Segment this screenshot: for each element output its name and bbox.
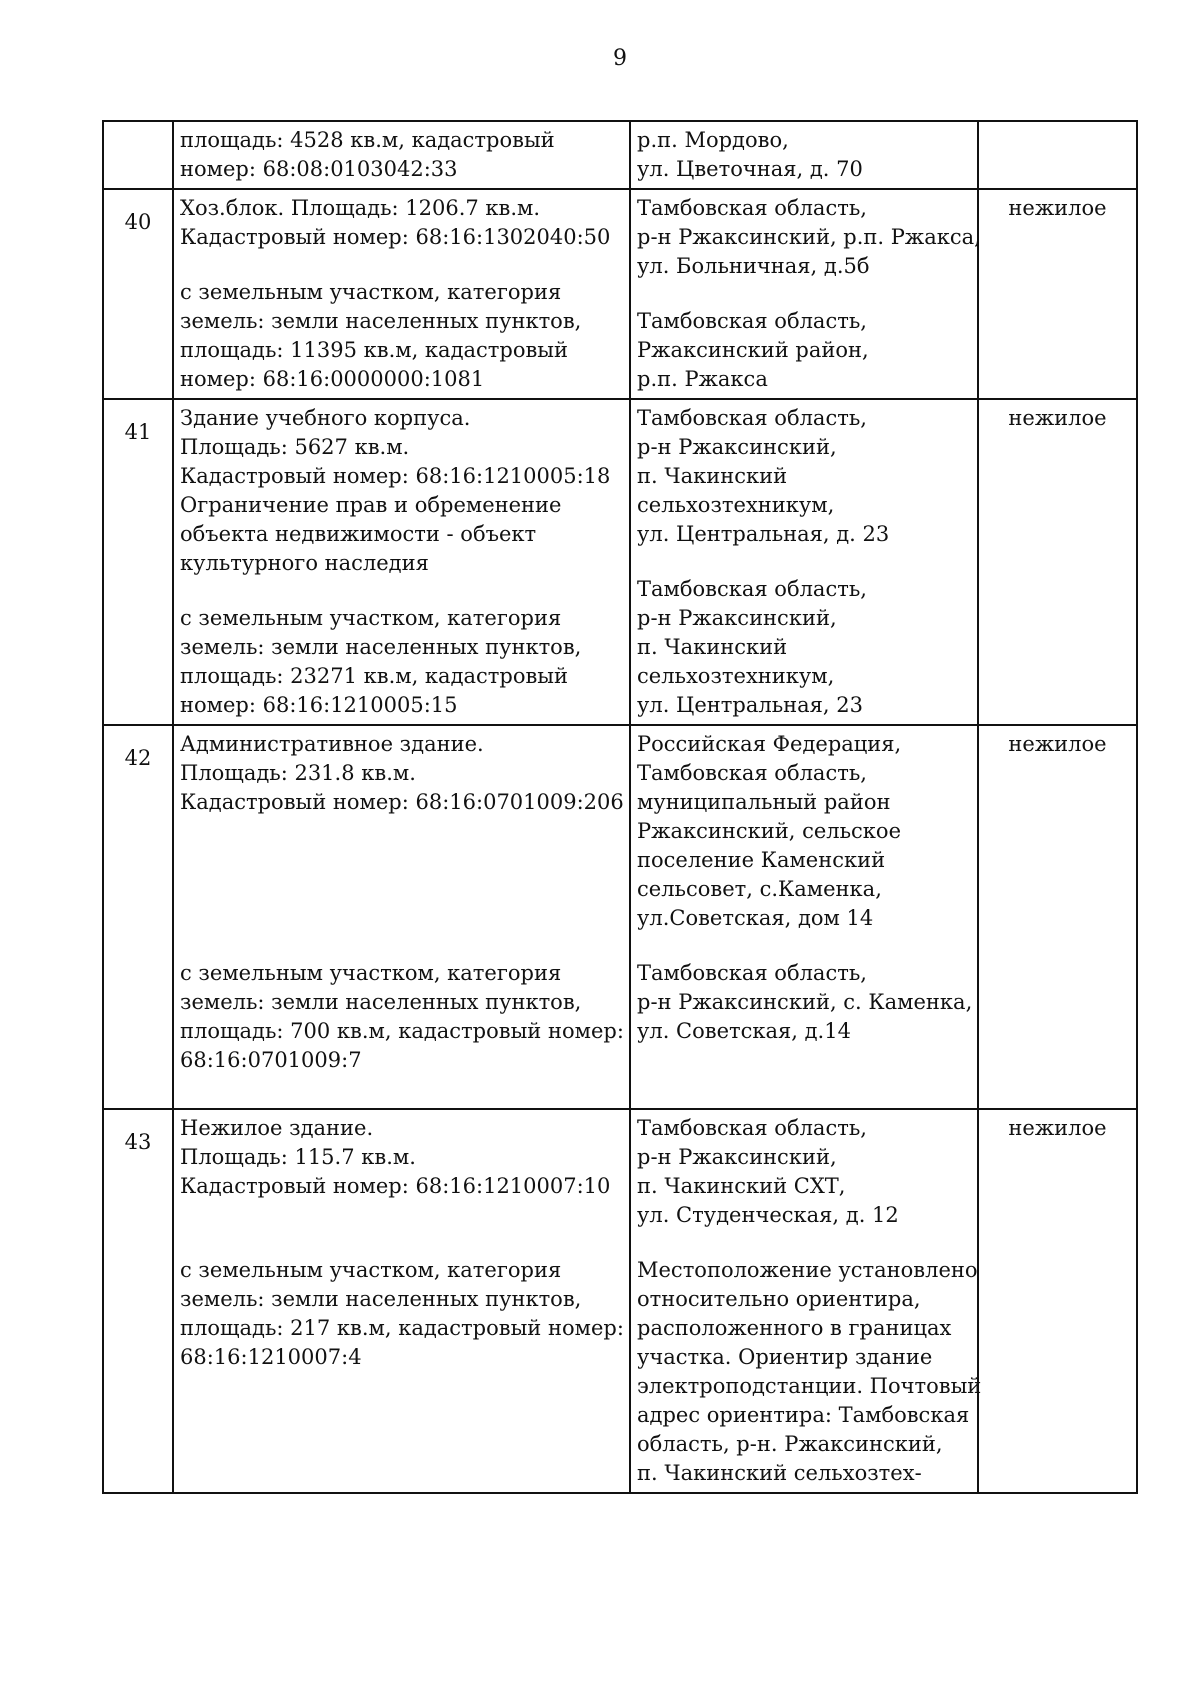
text-line: с земельным участком, категория xyxy=(180,606,562,630)
object-description-block xyxy=(180,604,623,720)
text-line: культурного наследия xyxy=(180,551,429,575)
text-line: площадь: 217 кв.м, кадастровый номер: xyxy=(180,1316,624,1340)
object-description xyxy=(173,399,630,725)
text-line: Кадастровый номер: 68:16:1210005:18 xyxy=(180,464,611,488)
text-line xyxy=(180,817,623,846)
text-line: область, р-н. Ржаксинский, xyxy=(637,1432,943,1456)
object-description xyxy=(173,189,630,399)
text-line: Ржаксинский район, xyxy=(637,338,869,362)
text-line: п. Чакинский xyxy=(637,464,788,488)
object-description-block xyxy=(180,1114,623,1230)
row-number: 40 xyxy=(103,189,173,399)
text-line: сельхозтехникум, xyxy=(637,493,835,517)
object-address-block xyxy=(637,575,971,720)
object-description xyxy=(173,1109,630,1493)
text-line: электроподстанции. Почтовый xyxy=(637,1374,982,1398)
text-line: участка. Ориентир здание xyxy=(637,1345,933,1369)
row-number: 43 xyxy=(103,1109,173,1493)
page-number: 9 xyxy=(613,46,627,71)
object-type: нежилое xyxy=(978,189,1137,399)
text-line: п. Чакинский xyxy=(637,635,788,659)
object-type xyxy=(978,121,1137,189)
text-line: Площадь: 115.7 кв.м. xyxy=(180,1145,416,1169)
text-line: п. Чакинский СХТ, xyxy=(637,1174,846,1198)
table-row xyxy=(103,1109,1137,1493)
object-address xyxy=(630,189,981,399)
text-line xyxy=(180,875,623,904)
text-line xyxy=(180,1075,623,1104)
text-line: р-н Ржаксинский, xyxy=(637,1145,837,1169)
object-address-block xyxy=(637,1114,971,1230)
object-address-block xyxy=(637,730,971,933)
object-description-block xyxy=(180,126,623,184)
object-address-block xyxy=(637,404,971,549)
text-line: номер: 68:08:0103042:33 xyxy=(180,157,458,181)
text-line: площадь: 700 кв.м, кадастровый номер: xyxy=(180,1019,624,1043)
text-line: Тамбовская область, xyxy=(637,309,867,333)
text-line: площадь: 4528 кв.м, кадастровый xyxy=(180,128,555,152)
table-row xyxy=(103,725,1137,1109)
text-line: р.п. Ржакса xyxy=(637,367,768,391)
object-description-block xyxy=(180,194,623,252)
text-line: 68:16:1210007:4 xyxy=(180,1345,362,1369)
text-line: земель: земли населенных пунктов, xyxy=(180,1287,582,1311)
object-type: нежилое xyxy=(978,399,1137,725)
text-line: Тамбовская область, xyxy=(637,1116,867,1140)
object-address-block xyxy=(637,307,971,394)
table-row xyxy=(103,399,1137,725)
text-line: Нежилое здание. xyxy=(180,1116,374,1140)
text-line: ул.Советская, дом 14 xyxy=(637,906,874,930)
text-line: с земельным участком, категория xyxy=(180,961,562,985)
text-line: земель: земли населенных пунктов, xyxy=(180,990,582,1014)
text-line xyxy=(180,1201,623,1230)
text-line: р-н Ржаксинский, р.п. Ржакса, xyxy=(637,225,981,249)
text-line: земель: земли населенных пунктов, xyxy=(180,309,582,333)
text-line: Тамбовская область, xyxy=(637,961,867,985)
text-line: Кадастровый номер: 68:16:1210007:10 xyxy=(180,1174,611,1198)
text-line: Тамбовская область, xyxy=(637,761,867,785)
text-line: ул. Студенческая, д. 12 xyxy=(637,1203,899,1227)
text-line: объекта недвижимости - объект xyxy=(180,522,537,546)
text-line: ул. Цветочная, д. 70 xyxy=(637,157,863,181)
object-description-block xyxy=(180,278,623,394)
text-line: с земельным участком, категория xyxy=(180,280,562,304)
object-description xyxy=(173,121,630,189)
text-line: ул. Больничная, д.5б xyxy=(637,254,870,278)
text-line: номер: 68:16:0000000:1081 xyxy=(180,367,485,391)
object-address-block xyxy=(637,194,981,281)
text-line: адрес ориентира: Тамбовская xyxy=(637,1403,970,1427)
object-address-block xyxy=(637,959,971,1046)
object-address xyxy=(630,121,978,189)
row-number: 42 xyxy=(103,725,173,1109)
text-line: р-н Ржаксинский, с. Каменка, xyxy=(637,990,973,1014)
text-line xyxy=(180,846,623,875)
text-line: земель: земли населенных пунктов, xyxy=(180,635,582,659)
row-number xyxy=(103,121,173,189)
object-address xyxy=(630,399,978,725)
text-line: Хоз.блок. Площадь: 1206.7 кв.м. xyxy=(180,196,541,220)
property-table xyxy=(102,120,1138,1494)
text-line: ул. Центральная, 23 xyxy=(637,693,863,717)
row-number: 41 xyxy=(103,399,173,725)
text-line: Тамбовская область, xyxy=(637,406,867,430)
text-line: Площадь: 231.8 кв.м. xyxy=(180,761,416,785)
text-line: Здание учебного корпуса. xyxy=(180,406,471,430)
object-address-block xyxy=(637,1256,982,1488)
object-description xyxy=(173,725,630,1109)
object-description-block xyxy=(180,730,623,933)
text-line: Местоположение установлено xyxy=(637,1258,978,1282)
object-description-block xyxy=(180,959,623,1104)
text-line: номер: 68:16:1210005:15 xyxy=(180,693,458,717)
text-line: с земельным участком, категория xyxy=(180,1258,562,1282)
object-address xyxy=(630,1109,982,1493)
text-line: ул. Центральная, д. 23 xyxy=(637,522,890,546)
object-address xyxy=(630,725,978,1109)
text-line: 68:16:0701009:7 xyxy=(180,1048,362,1072)
text-line: расположенного в границах xyxy=(637,1316,952,1340)
text-line: Административное здание. xyxy=(180,732,484,756)
text-line: относительно ориентира, xyxy=(637,1287,921,1311)
object-type: нежилое xyxy=(978,725,1137,1109)
table-body xyxy=(103,121,1137,1493)
object-type: нежилое xyxy=(978,1109,1137,1493)
text-line: Тамбовская область, xyxy=(637,577,867,601)
text-line: р-н Ржаксинский, xyxy=(637,435,837,459)
text-line: площадь: 11395 кв.м, кадастровый xyxy=(180,338,569,362)
object-address-block xyxy=(637,126,971,184)
object-description-block xyxy=(180,404,623,578)
text-line: ул. Советская, д.14 xyxy=(637,1019,851,1043)
text-line: сельхозтехникум, xyxy=(637,664,835,688)
text-line: Российская Федерация, xyxy=(637,732,902,756)
text-line: Кадастровый номер: 68:16:1302040:50 xyxy=(180,225,611,249)
text-line: Ржаксинский, сельское xyxy=(637,819,901,843)
table-row xyxy=(103,189,1137,399)
table-row xyxy=(103,121,1137,189)
text-line: сельсовет, с.Каменка, xyxy=(637,877,882,901)
text-line: Ограничение прав и обременение xyxy=(180,493,562,517)
text-line: площадь: 23271 кв.м, кадастровый xyxy=(180,664,569,688)
text-line: р.п. Мордово, xyxy=(637,128,789,152)
text-line: р-н Ржаксинский, xyxy=(637,606,837,630)
text-line xyxy=(180,904,623,933)
text-line: поселение Каменский xyxy=(637,848,886,872)
text-line: Тамбовская область, xyxy=(637,196,867,220)
text-line: муниципальный район xyxy=(637,790,891,814)
text-line: Площадь: 5627 кв.м. xyxy=(180,435,410,459)
object-description-block xyxy=(180,1256,623,1372)
text-line: п. Чакинский сельхозтех- xyxy=(637,1461,922,1485)
text-line: Кадастровый номер: 68:16:0701009:206 xyxy=(180,790,624,814)
